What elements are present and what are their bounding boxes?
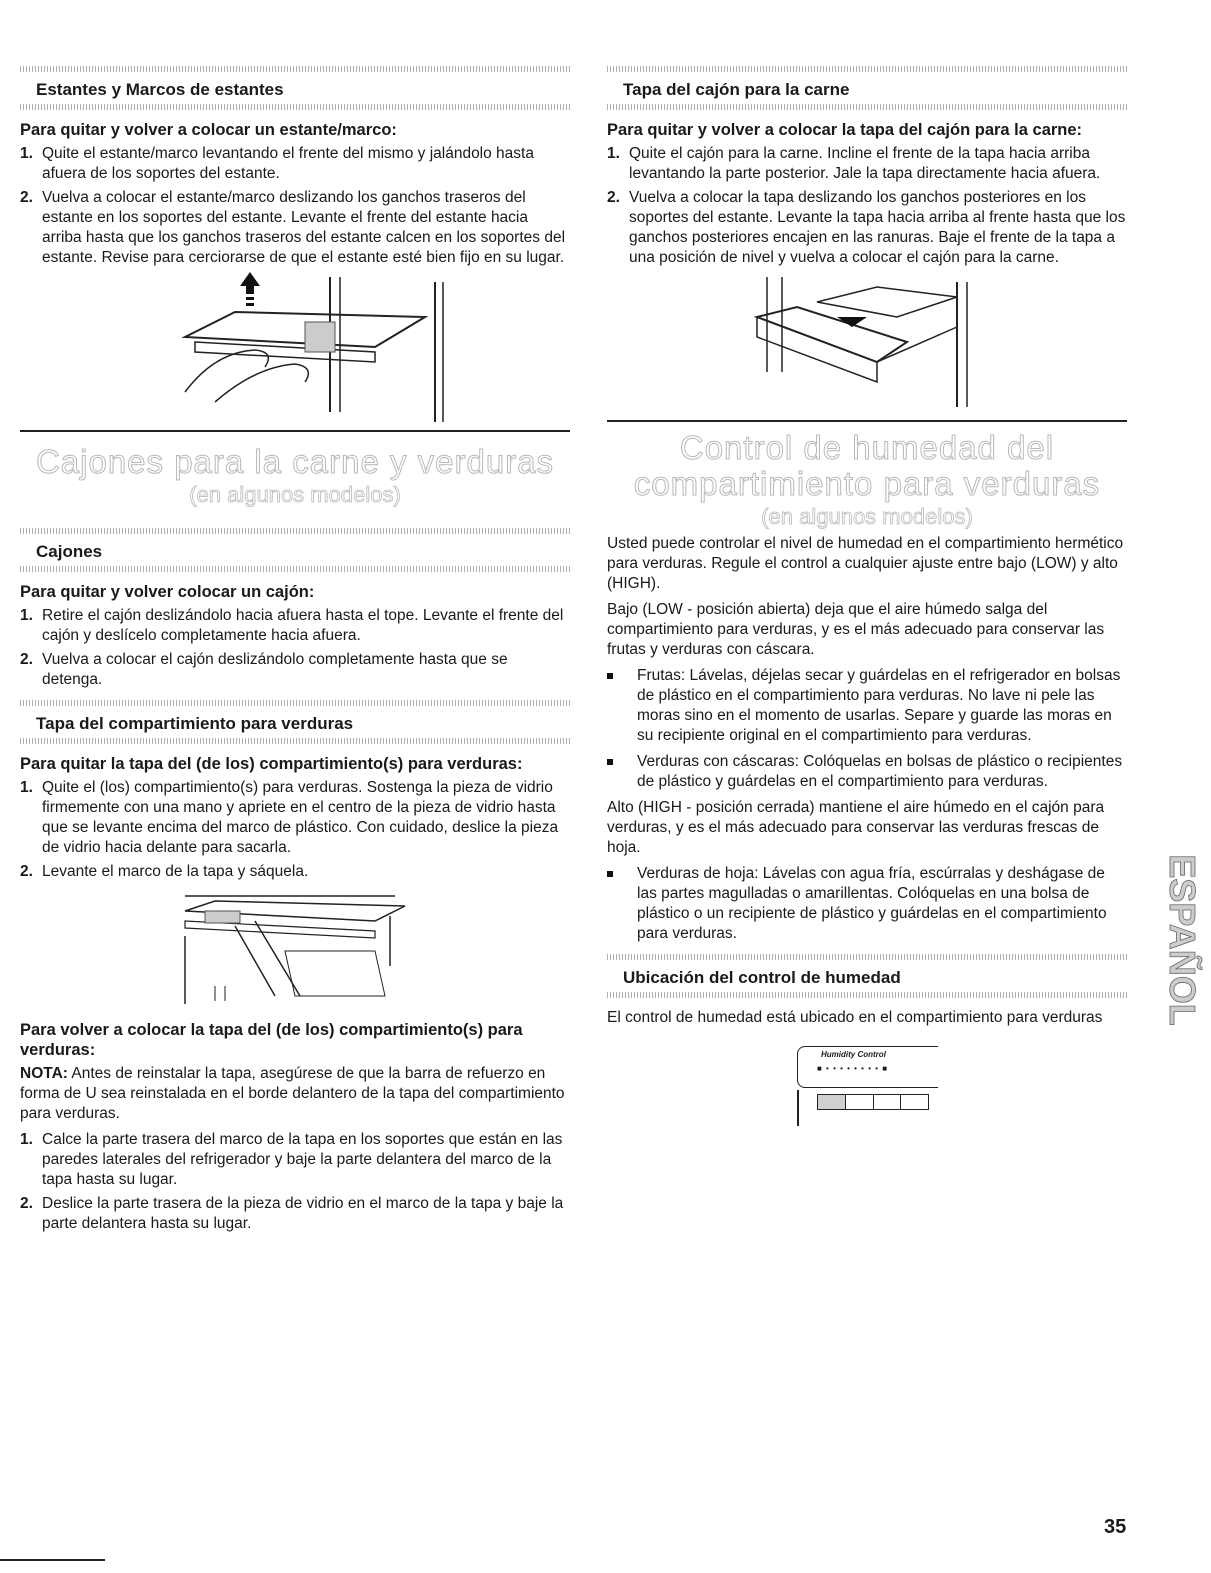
subheading-crisper-remove: Para quitar la tapa del (de los) compartimiento(s) para verduras: — [20, 755, 523, 773]
humidity-control-label: Humidity Control — [821, 1050, 886, 1059]
section-bar — [607, 66, 1127, 72]
subheading-crisper-replace: Para volver a colocar la tapa del (de los) compartimiento(s) para verduras: — [20, 1021, 523, 1059]
step-item: 1. Quite el estante/marco levantando el frente del mismo y jalándolo hasta afuera de los soportes del estante. — [20, 145, 534, 182]
section-bar — [20, 528, 570, 534]
page-number: 35 — [1104, 1516, 1127, 1538]
bullet-square-icon — [607, 759, 613, 765]
section-title-control-location: Ubicación del control de humedad — [623, 968, 901, 987]
shelf-illustration — [145, 272, 445, 422]
subheading-meat-cover: Para quitar y volver a colocar la tapa del cajón para la carne: — [607, 121, 1083, 139]
right-column — [607, 66, 1127, 1126]
step-item: 1. Quite el (los) compartimiento(s) para verduras. Sostenga la pieza de vidrio firmemente con una mano y apriete en el centro de la pieza de vidrio hasta que se levante encima del marco de plástico. Con cuidado, deslice la pieza de vidrio hacia delante para sacarla. — [20, 779, 559, 856]
shelf-steps — [20, 144, 570, 268]
paragraph: Alto (HIGH - posición cerrada) mantiene el aire húmedo en el cajón para verduras, y es el más adecuado para conservar las verduras frescas de hoja. — [607, 799, 1105, 856]
svg-text:ESPAÑOL: ESPAÑOL — [1162, 854, 1203, 1026]
section-bar — [20, 66, 570, 72]
subheading-drawer: Para quitar y volver colocar un cajón: — [20, 583, 315, 601]
meat-cover-steps — [607, 144, 1127, 268]
step-item: 2. Vuelva a colocar la tapa deslizando los ganchos posteriores en los soportes del estante. Levante la tapa hacia arriba al frente hasta que los ganchos posteriores encajen en las ranuras. Baje el frente de la tapa a una posición de nivel y vuelva a colocar el cajón para la carne. — [607, 189, 1126, 266]
section-bar — [607, 992, 1127, 998]
step-item: 2. Deslice la parte trasera de la pieza de vidrio en el marco de la tapa y baje la parte delantera hasta su lugar. — [20, 1195, 564, 1232]
note: NOTA: Antes de reinstalar la tapa, asegúrese de que la barra de refuerzo en forma de U sea reinstalada en el borde delantero de la tapa del compartimiento para verduras. — [20, 1065, 565, 1122]
crisper-replace-steps — [20, 1130, 570, 1234]
section-bar — [607, 104, 1127, 110]
subheading-shelf-remove: Para quitar y volver a colocar un estante/marco: — [20, 121, 397, 139]
step-item: 1. Retire el cajón deslizándolo hacia afuera hasta el tope. Levante el frente del cajón y deslícelo completamente hacia afuera. — [20, 607, 564, 644]
section-bar — [20, 104, 570, 110]
bullets-low — [607, 666, 1127, 792]
crisper-cover-illustration — [175, 886, 415, 1006]
big-title-humidity-1: Control de humedad del — [679, 429, 1055, 466]
paragraph: Usted puede controlar el nivel de humedad en el compartimiento hermético para verduras. Regule el control a cualquier ajuste entre bajo (LOW) y alto (HIGH). — [607, 535, 1124, 592]
drawer-steps — [20, 606, 570, 690]
bullet-item: Verduras de hoja: Lávelas con agua fría, escúrralas y deshágase de las partes magulladas o amarillentas. Colóquelas en una bolsa de plástico o un recipiente de plástico y guárdelas en el compartimiento para verduras. — [607, 864, 1127, 944]
step-item: 1. Calce la parte trasera del marco de la tapa en los soportes que están en las paredes laterales del refrigerador y baje la parte delantera del marco de la tapa hasta su lugar. — [20, 1131, 563, 1188]
step-item: 2. Levante el marco de la tapa y sáquela. — [20, 863, 309, 880]
section-title-meat-cover: Tapa del cajón para la carne — [623, 80, 850, 99]
language-side-tab — [1150, 810, 1203, 1070]
humidity-control-illustration: Humidity Control ■ • • • • • • • • ■ — [797, 1046, 947, 1126]
section-title-crisper-cover: Tapa del compartimiento para verduras — [36, 714, 354, 733]
step-item: 2. Vuelva a colocar el cajón deslizándolo completamente hasta que se detenga. — [20, 651, 508, 688]
section-bar — [20, 738, 570, 744]
section-bar — [607, 954, 1127, 960]
section-bar — [20, 700, 570, 706]
bullets-high — [607, 864, 1127, 944]
big-subtitle: (en algunos modelos) — [189, 482, 401, 507]
bullet-item: Verduras con cáscaras: Colóquelas en bolsas de plástico o recipientes de plástico y guárdelas en el compartimiento para verduras. — [607, 752, 1127, 792]
left-column — [20, 66, 570, 1238]
divider — [20, 430, 570, 432]
section-title-shelves: Estantes y Marcos de estantes — [36, 80, 284, 99]
bottom-rule — [0, 1559, 105, 1561]
step-item: 2. Vuelva a colocar el estante/marco deslizando los ganchos traseros del estante en los soportes del estante. Levante el frente del estante hacia arriba hasta que los ganchos traseros del estante calcen en los soportes del estante. Revise para cerciorarse de que el estante esté bien fijo en su lugar. — [20, 189, 566, 266]
section-bar — [20, 566, 570, 572]
bullet-square-icon — [607, 673, 613, 679]
bullet-item: Frutas: Lávelas, déjelas secar y guárdelas en el refrigerador en bolsas de plástico en el compartimiento para verduras. No lave ni pele las moras sino en el momento de usarlas. Separe y guarde las moras en su recipiente original en el compartimiento para verduras. — [607, 666, 1127, 746]
big-subtitle: (en algunos modelos) — [761, 504, 973, 529]
crisper-remove-steps — [20, 778, 570, 882]
step-item: 1. Quite el cajón para la carne. Incline el frente de la tapa hacia arriba levantando la parte posterior. Jale la tapa directamente hacia afuera. — [607, 145, 1101, 182]
section-title-drawers: Cajones — [36, 542, 103, 561]
bullet-square-icon — [607, 871, 613, 877]
meat-drawer-illustration — [757, 272, 977, 412]
divider — [607, 420, 1127, 422]
paragraph: El control de humedad está ubicado en el compartimiento para verduras — [607, 1009, 1103, 1026]
big-title-humidity-2: compartimiento para verduras — [633, 465, 1101, 502]
big-title-drawers: Cajones para la carne y verduras — [35, 443, 555, 480]
paragraph: Bajo (LOW - posición abierta) deja que el aire húmedo salga del compartimiento para verduras, y es el más adecuado para conservar las frutas y verduras con cáscara. — [607, 601, 1105, 658]
